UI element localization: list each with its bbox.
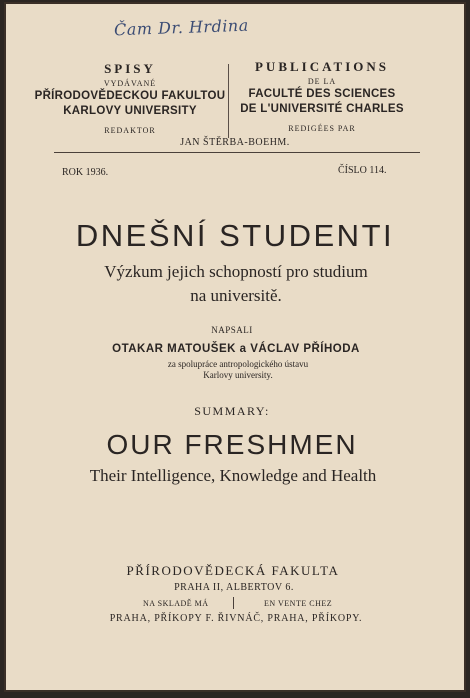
- book-cover: [4, 2, 466, 692]
- issue-number: ČÍSLO 114.: [338, 165, 387, 176]
- handwritten-note: Čam Dr. Hrdina: [113, 15, 250, 40]
- header-divider: [228, 64, 229, 138]
- collaboration-line-2: Karlovy university.: [203, 370, 273, 380]
- faculty-fr: FACULTÉ DES SCIENCES: [248, 88, 396, 100]
- editor-name: JAN ŠTĚRBA-BOEHM.: [180, 137, 290, 148]
- english-title: OUR FRESHMEN: [106, 429, 358, 460]
- faculty-cs: PŘÍRODOVĚDECKOU FAKULTOU: [34, 90, 226, 102]
- collaboration-line-1: za spolupráce antropologického ústavu: [167, 359, 309, 369]
- header-rule: [54, 152, 420, 153]
- subtitle-line-2: na universitě.: [190, 286, 282, 305]
- publisher-address: PRAHA II, ALBERTOV 6.: [174, 582, 294, 593]
- sale-label: EN VENTE CHEZ: [264, 599, 333, 608]
- year: ROK 1936.: [62, 167, 109, 178]
- subtitle-line-1: Výzkum jejich schopností pro studium: [104, 262, 368, 281]
- editor-label-cs: REDAKTOR: [104, 126, 156, 135]
- seller: PRAHA, PŘÍKOPY F. ŘIVNÁČ, PRAHA, PŘÍKOPY.: [109, 613, 363, 624]
- university-cs: KARLOVY UNIVERSITY: [63, 105, 197, 117]
- english-subtitle: Their Intelligence, Knowledge and Health: [89, 466, 377, 485]
- authors: OTAKAR MATOUŠEK a VÁCLAV PŘÍHODA: [112, 343, 360, 355]
- editor-label-fr: REDIGÉES PAR: [288, 124, 356, 133]
- stock-label: NA SKLADĚ MÁ: [143, 599, 209, 608]
- issued-by-label: VYDÁVANÉ: [103, 79, 157, 88]
- university-fr: DE L'UNIVERSITÉ CHARLES: [240, 103, 404, 115]
- main-title: DNEŠNÍ STUDENTI: [75, 218, 395, 253]
- summary-label: SUMMARY:: [194, 404, 270, 418]
- series-title-fr: PUBLICATIONS: [254, 59, 390, 74]
- written-by-label: NAPSALI: [211, 325, 253, 335]
- stock-divider: [233, 597, 234, 609]
- of-label-fr: DE LA: [307, 77, 337, 86]
- publisher: PŘÍRODOVĚDECKÁ FAKULTA: [126, 563, 340, 578]
- series-title-cs: SPISY: [104, 61, 156, 76]
